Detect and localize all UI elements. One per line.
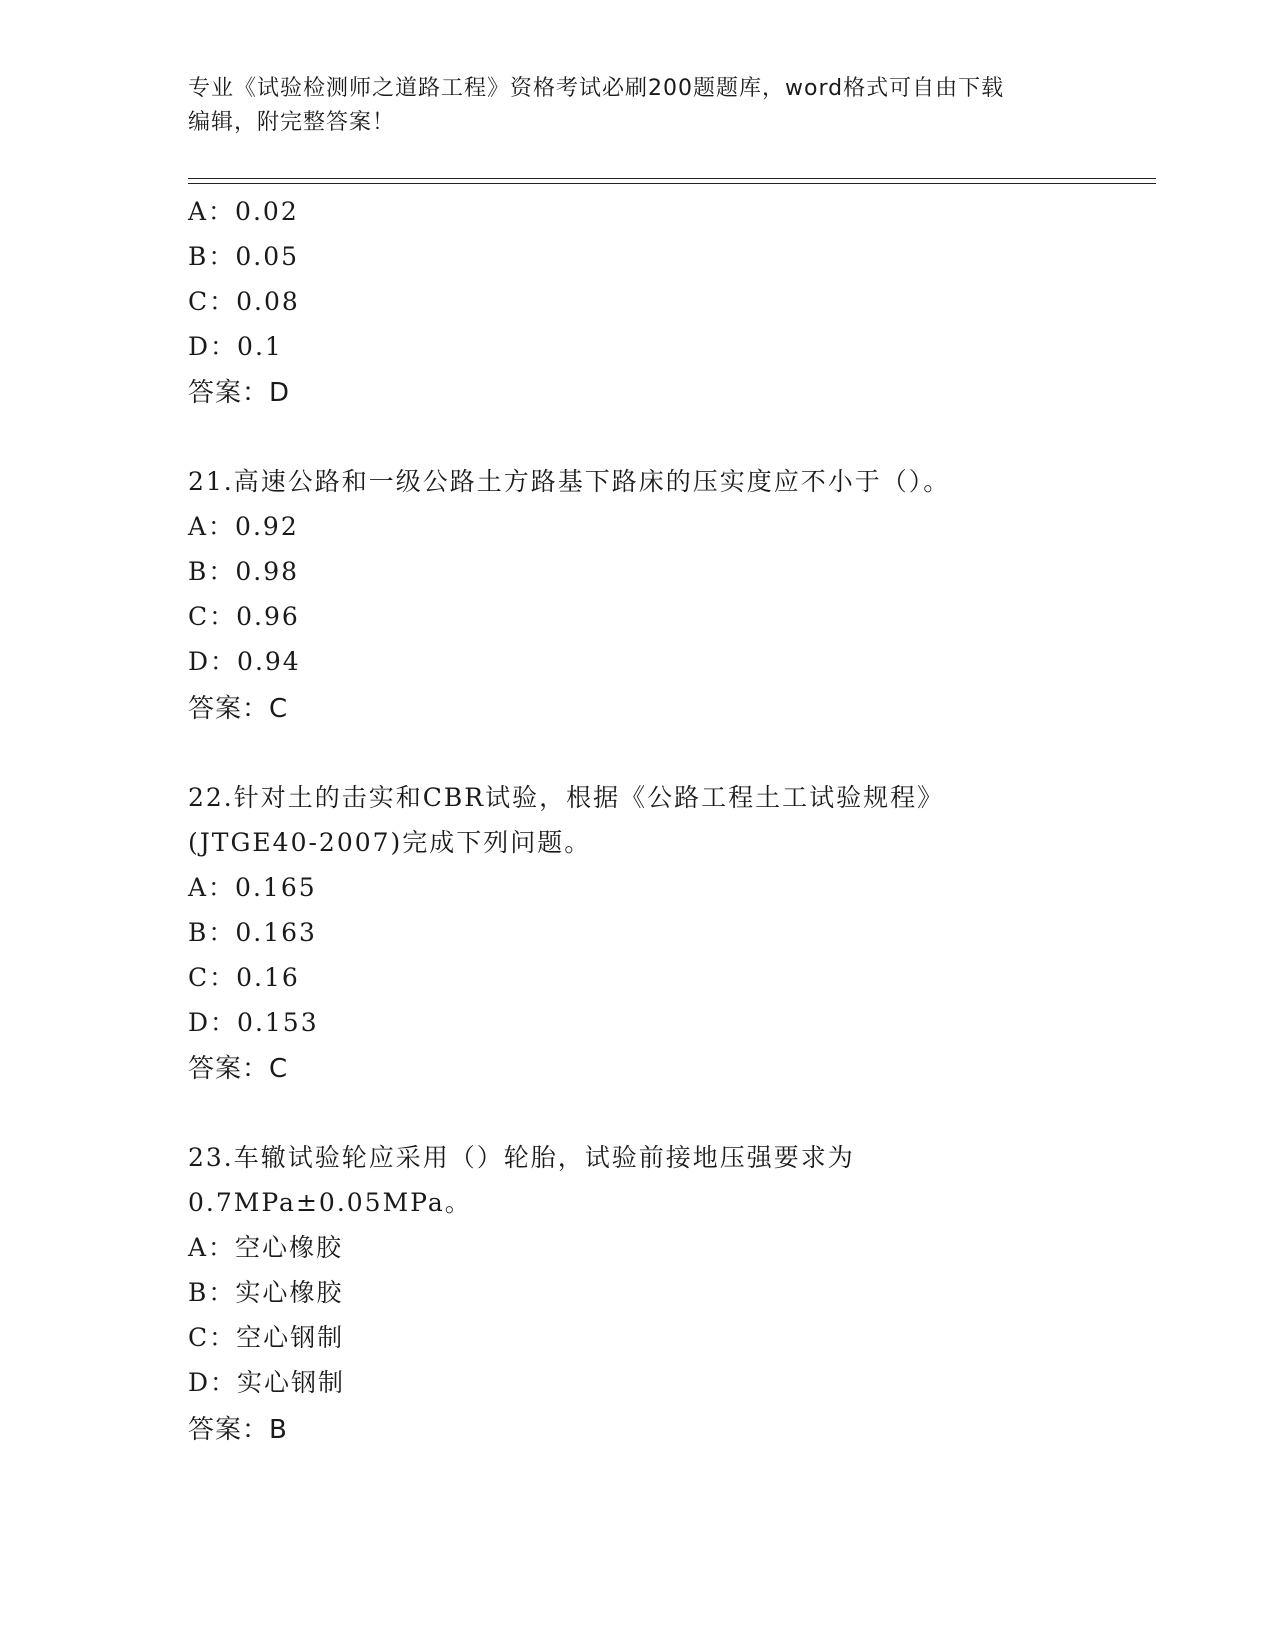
q20-option-d: D：0.1 — [188, 332, 283, 361]
q22-option-a: A：0.165 — [188, 873, 317, 902]
q23-option-c: C：空心钢制 — [188, 1323, 345, 1352]
q22-option-b: B：0.163 — [188, 918, 317, 947]
header-divider-top — [188, 178, 1156, 179]
header-title-line-1: 专业《试验检测师之道路工程》资格考试必刷200题题库，word格式可自由下载 — [188, 76, 1005, 101]
header-title-line-2: 编辑，附完整答案！ — [188, 110, 396, 135]
document-header — [188, 72, 1068, 140]
q23-stem-line-2: 0.7MPa±0.05MPa。 — [188, 1188, 472, 1217]
q20-answer: 答案：D — [188, 378, 291, 408]
q22-stem-line-1: 22.针对土的击实和CBR试验，根据《公路工程土工试验规程》 — [188, 783, 945, 812]
q23-option-b: B：实心橡胶 — [188, 1278, 344, 1307]
q20-option-c: C：0.08 — [188, 287, 300, 316]
q20-option-b: B：0.05 — [188, 242, 300, 271]
q20-option-a: A：0.02 — [188, 197, 299, 226]
q22-option-d: D：0.153 — [188, 1008, 319, 1037]
header-divider-bottom — [188, 183, 1156, 184]
q21-stem: 21.高速公路和一级公路土方路基下路床的压实度应不小于（）。 — [188, 467, 951, 496]
q23-stem-line-1: 23.车辙试验轮应采用（）轮胎，试验前接地压强要求为 — [188, 1143, 855, 1172]
q23-option-d: D：实心钢制 — [188, 1368, 346, 1397]
q21-option-a: A：0.92 — [188, 512, 299, 541]
q22-stem-line-2: (JTGE40-2007)完成下列问题。 — [188, 828, 592, 857]
q23-option-a: A：空心橡胶 — [188, 1233, 344, 1262]
q21-option-c: C：0.96 — [188, 602, 300, 631]
q22-answer: 答案：C — [188, 1054, 289, 1084]
q21-option-d: D：0.94 — [188, 647, 301, 676]
q23-answer: 答案：B — [188, 1415, 288, 1445]
q21-option-b: B：0.98 — [188, 557, 300, 586]
q21-answer: 答案：C — [188, 694, 289, 724]
q22-option-c: C：0.16 — [188, 963, 300, 992]
